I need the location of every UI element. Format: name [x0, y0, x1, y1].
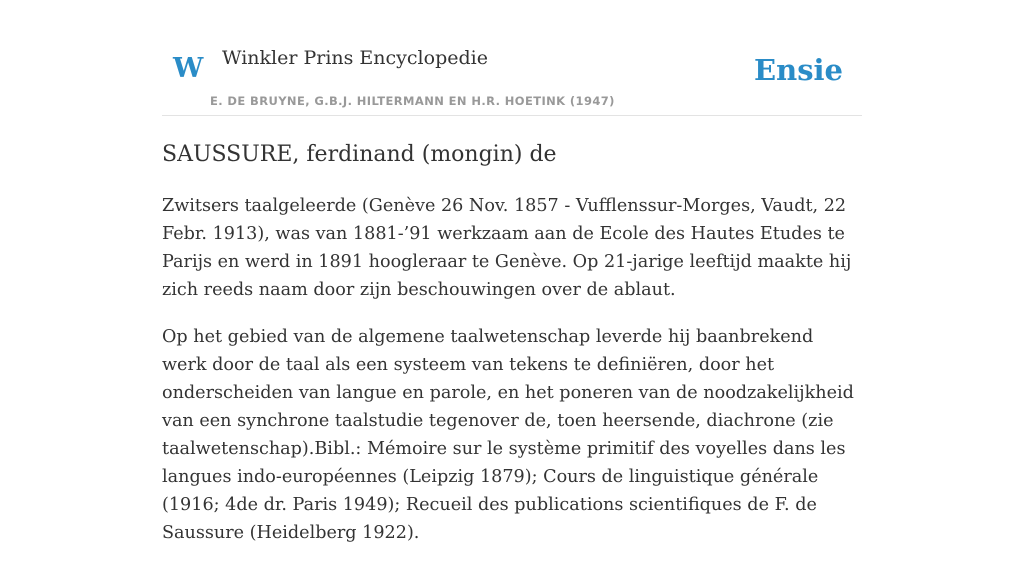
publication-title[interactable]: Winkler Prins Encyclopedie — [222, 47, 488, 69]
publication-header — [162, 0, 862, 116]
article-body — [162, 192, 862, 566]
publication-logo[interactable]: W — [173, 53, 204, 84]
article-page — [162, 0, 862, 543]
publication-authors: E. DE BRUYNE, G.B.J. HILTERMANN EN H.R. HOETINK (1947) — [210, 94, 615, 108]
article-title: SAUSSURE, ferdinand (mongin) de — [162, 142, 557, 167]
article-paragraph: Zwitsers taalgeleerde (Genève 26 Nov. 1857 - Vufflenssur-Morges, Vaudt, 22 Febr. 1913), was van 1881-’91 werkzaam aan de Ecole des Hautes Etudes te Parijs en werd in 1891 hoogleraar te Genève. Op 21-jarige leeftijd maakte hij zich reeds naam door zijn beschouwingen over de ablaut. — [162, 196, 852, 300]
ensie-brand-logo[interactable]: Ensie — [754, 53, 843, 87]
article-paragraph: Op het gebied van de algemene taalwetenschap leverde hij baanbrekend werk door de taal als een systeem van tekens te definiëren, door het onderscheiden van langue en parole, en het poneren van de noodzakelijkheid van een synchrone taalstudie tegenover de, toen heersende, diachrone (zie taalwetenschap).Bibl.: Mémoire sur le système primitif des voyelles dans les langues indo-européennes (Leipzig 1879); Cours de linguistique générale (1916; 4de dr. Paris 1949); Recueil des publications scientifiques de F. de Saussure (Heidelberg 1922). — [162, 327, 854, 543]
